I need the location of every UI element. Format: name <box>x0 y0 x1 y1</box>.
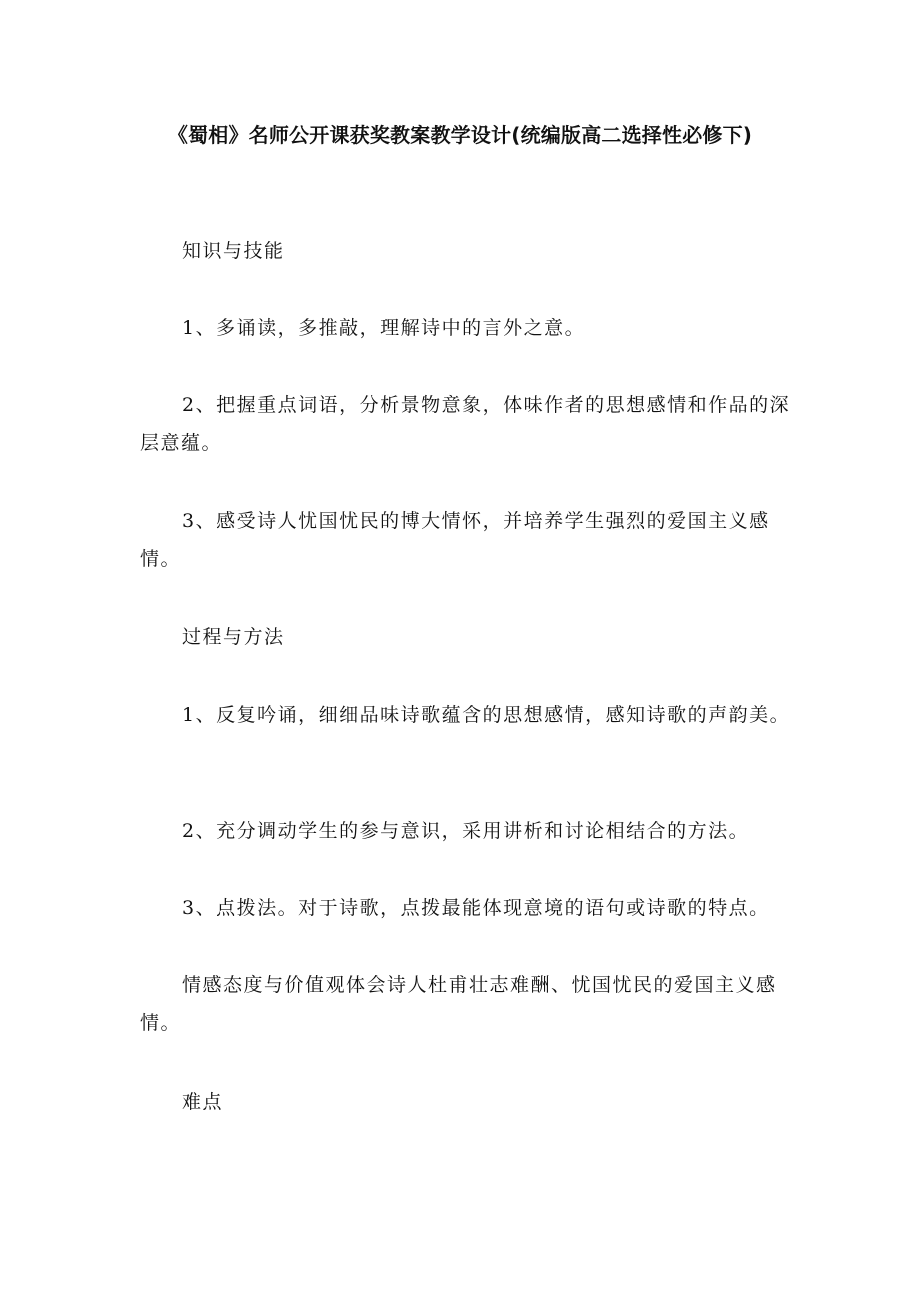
paragraph: 1、反复吟诵，细细品味诗歌蕴含的思想感情，感知诗歌的声韵美。 <box>182 704 791 726</box>
paragraph: 3、感受诗人忧国忧民的博大情怀，并培养学生强烈的爱国主义感情。 <box>140 510 770 570</box>
section-heading-process-method: 过程与方法 <box>182 626 285 648</box>
paragraph: 3、点拨法。对于诗歌，点拨最能体现意境的语句或诗歌的特点。 <box>182 897 770 919</box>
paragraph: 情感态度与价值观体会诗人杜甫壮志难酬、忧国忧民的爱国主义感情。 <box>140 974 777 1034</box>
section-heading-knowledge-skills: 知识与技能 <box>182 240 285 262</box>
section-heading-difficulty: 难点 <box>182 1091 224 1113</box>
paragraph: 2、把握重点词语，分析景物意象，体味作者的思想感情和作品的深层意蕴。 <box>140 394 791 454</box>
document-title: 《蜀相》名师公开课获奖教案教学设计(统编版高二选择性必修下) <box>167 123 753 147</box>
paragraph: 2、充分调动学生的参与意识，采用讲析和讨论相结合的方法。 <box>182 820 750 842</box>
paragraph: 1、多诵读，多推敲，理解诗中的言外之意。 <box>182 317 586 339</box>
